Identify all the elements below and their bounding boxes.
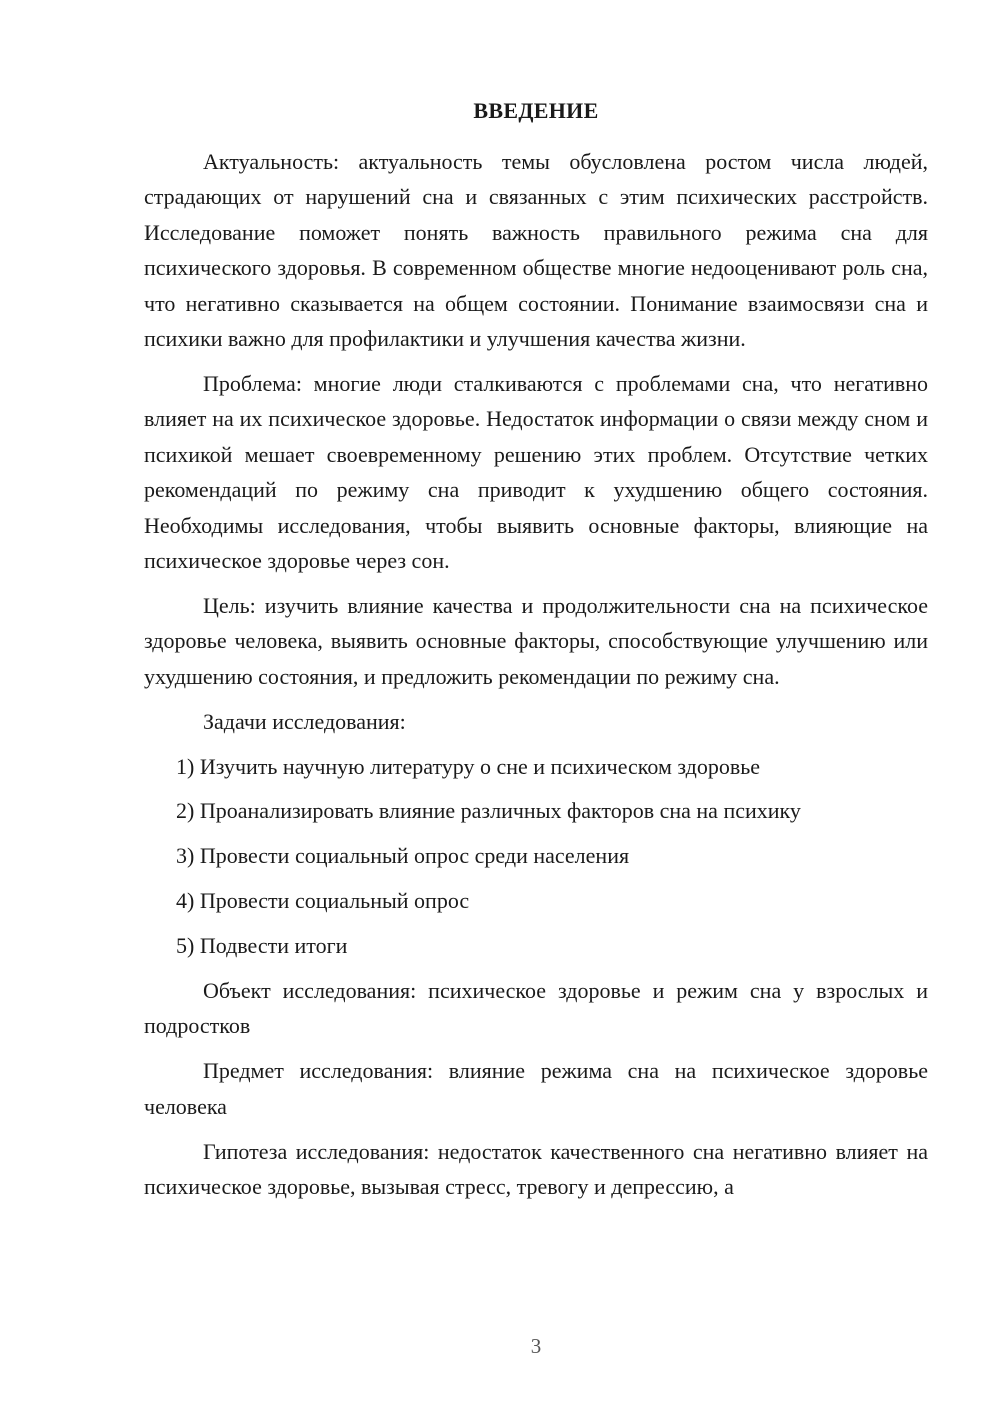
paragraph-relevance: Актуальность: актуальность темы обусловлена ростом числа людей, страдающих от нарушений сна и связанных с этим психических расстройств. Исследование поможет понять важность правильного режима сна для психического здоровья. В современном обществе многие недооценивают роль сна, что негативно сказывается на общем состоянии. Понимание взаимосвязи сна и психики важно для профилактики и улучшения качества жизни. [144, 149, 928, 352]
document-body [144, 144, 928, 1214]
list-item: 1) Изучить научную литературу о сне и психическом здоровье [176, 753, 761, 779]
paragraph-subject: Предмет исследования: влияние режима сна на психическое здоровье человека [144, 1058, 928, 1119]
paragraph-goal: Цель: изучить влияние качества и продолжительности сна на психическое здоровье человека, выявить основные факторы, способствующие улучшению или ухудшению состояния, и предложить рекомендации по режиму сна. [144, 592, 928, 689]
tasks-label: Задачи исследования: [203, 708, 406, 734]
page-number: 3 [530, 1334, 542, 1358]
page-title: ВВЕДЕНИЕ [473, 98, 599, 123]
paragraph-hypothesis: Гипотеза исследования: недостаток качественного сна негативно влияет на психическое здоровье, вызывая стресс, тревогу и депрессию, а [144, 1138, 928, 1200]
list-item: 3) Провести социальный опрос среди населения [176, 843, 630, 869]
list-item: 4) Провести социальный опрос [176, 888, 470, 914]
tasks-list [144, 749, 928, 964]
list-item: 2) Проанализировать влияние различных факторов сна на психику [176, 798, 801, 824]
paragraph-object: Объект исследования: психическое здоровье и режим сна у взрослых и подростков [144, 978, 928, 1039]
list-item: 5) Подвести итоги [176, 933, 348, 959]
paragraph-problem: Проблема: многие люди сталкиваются с проблемами сна, что негативно влияет на их психическое здоровье. Недостаток информации о связи между сном и психикой мешает своевременному решению этих проблем. Отсутствие четких рекомендаций по режиму сна приводит к ухудшению общего состояния. Необходимы исследования, чтобы выявить основные факторы, влияющие на психическое здоровье через сон. [144, 370, 928, 573]
